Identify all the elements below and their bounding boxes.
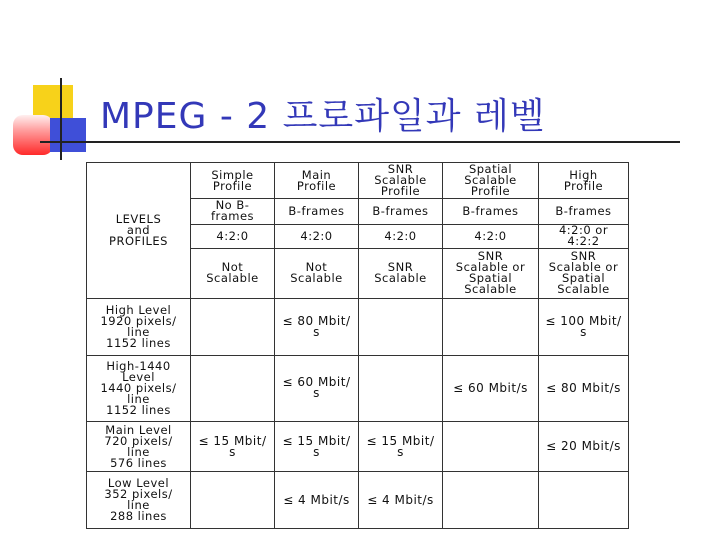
bitrate-cell-line: s xyxy=(397,444,404,459)
profile-name-cell xyxy=(275,163,359,199)
bitrate-cell xyxy=(539,422,629,472)
profile-name-cell xyxy=(539,163,629,199)
level-label xyxy=(87,355,191,422)
bitrate-cell xyxy=(539,355,629,422)
header-row-name xyxy=(87,163,629,199)
profile-name-cell-line: Scalable xyxy=(464,173,517,188)
bitrate-cell-line: ≤ 80 Mbit/s xyxy=(546,380,621,395)
profile-scalability-cell xyxy=(443,248,539,298)
profile-scalability-cell-line: Scalable or xyxy=(548,260,619,275)
profile-scalability-cell-line: Spatial xyxy=(561,271,606,286)
bitrate-cell xyxy=(191,299,275,355)
bitrate-cell-line: ≤ 15 Mbit/ xyxy=(198,433,267,448)
table-row xyxy=(87,299,629,355)
profile-scalability-cell-line: Scalable xyxy=(557,282,610,297)
bitrate-cell-line: s xyxy=(229,444,236,459)
bitrate-cell xyxy=(275,355,359,422)
profile-scalability-cell-line: SNR xyxy=(387,260,414,275)
bitrate-cell xyxy=(191,355,275,422)
profile-frames-cell xyxy=(443,199,539,224)
bitrate-cell xyxy=(443,355,539,422)
level-label xyxy=(87,472,191,529)
profile-chroma-cell xyxy=(539,224,629,248)
profile-name-cell-line: Profile xyxy=(212,178,253,193)
profile-scalability-cell xyxy=(275,248,359,298)
profile-frames-cell xyxy=(539,199,629,224)
bitrate-cell-line: s xyxy=(313,386,320,401)
profile-scalability-cell xyxy=(191,248,275,298)
profile-scalability-cell-line: Scalable xyxy=(206,271,259,286)
level-label-line: 1152 lines xyxy=(106,335,171,350)
profile-frames-cell xyxy=(191,199,275,224)
profile-name-cell-line: Spatial xyxy=(468,162,513,177)
level-label-line: 1152 lines xyxy=(106,402,171,417)
profile-scalability-cell-line: SNR xyxy=(477,249,504,264)
bitrate-cell-line: ≤ 20 Mbit/s xyxy=(546,439,621,454)
profile-name-cell xyxy=(191,163,275,199)
decor-vertical-line xyxy=(60,78,62,160)
bitrate-cell xyxy=(539,299,629,355)
profile-name-cell-line: Profile xyxy=(563,178,604,193)
table-row xyxy=(87,355,629,422)
bitrate-cell xyxy=(275,299,359,355)
bitrate-cell-line: ≤ 80 Mbit/ xyxy=(282,313,351,328)
profile-chroma-cell xyxy=(443,224,539,248)
level-label-line: 576 lines xyxy=(110,455,167,470)
level-label-line: Level xyxy=(122,369,155,384)
bitrate-cell-line: s xyxy=(580,324,587,339)
profile-scalability-cell-line: SNR xyxy=(570,249,597,264)
bitrate-cell xyxy=(275,422,359,472)
bitrate-cell xyxy=(275,472,359,529)
corner-label-line: and xyxy=(126,223,151,238)
bitrate-cell xyxy=(191,472,275,529)
profile-name-cell-line: Scalable xyxy=(374,173,427,188)
profile-chroma-cell-line: 4:2:0 xyxy=(474,228,507,243)
level-label-line: 1920 pixels/ xyxy=(100,313,177,328)
profile-scalability-cell-line: Scalable or xyxy=(455,260,526,275)
profile-chroma-cell-line: 4:2:2 xyxy=(567,234,600,249)
corner-label xyxy=(87,163,191,299)
profile-name-cell-line: High xyxy=(569,167,598,182)
bitrate-cell-line: ≤ 60 Mbit/s xyxy=(453,380,528,395)
bitrate-cell-line: ≤ 60 Mbit/ xyxy=(282,375,351,390)
table-row xyxy=(87,422,629,472)
profile-frames-cell-line: B-frames xyxy=(288,203,345,218)
profile-frames-cell-line: No B- xyxy=(215,198,250,213)
profile-name-cell-line: Simple xyxy=(211,167,254,182)
corner-label-line: LEVELS xyxy=(115,212,162,227)
decor-horizontal-line xyxy=(40,141,680,143)
level-label-line: Low Level xyxy=(107,476,170,491)
profile-name-cell-line: Profile xyxy=(296,178,337,193)
profile-name-cell-line: SNR xyxy=(387,162,414,177)
level-label xyxy=(87,422,191,472)
level-label-line: line xyxy=(127,391,150,406)
profile-scalability-cell-line: Not xyxy=(221,260,244,275)
profile-scalability-cell-line: Not xyxy=(305,260,328,275)
level-label xyxy=(87,299,191,355)
bitrate-cell xyxy=(539,472,629,529)
profile-chroma-cell xyxy=(275,224,359,248)
profile-scalability-cell-line: Scalable xyxy=(464,282,517,297)
level-label-line: 288 lines xyxy=(110,509,167,524)
bitrate-cell xyxy=(359,422,443,472)
profile-name-cell-line: Profile xyxy=(470,184,511,199)
profile-scalability-cell xyxy=(539,248,629,298)
bitrate-cell xyxy=(359,355,443,422)
bitrate-cell xyxy=(443,472,539,529)
level-label-line: 1440 pixels/ xyxy=(100,380,177,395)
profile-name-cell-line: Profile xyxy=(380,184,421,199)
profile-chroma-cell xyxy=(191,224,275,248)
table-row xyxy=(87,472,629,529)
profile-chroma-cell-line: 4:2:0 xyxy=(300,228,333,243)
level-label-line: line xyxy=(127,444,150,459)
profile-frames-cell-line: B-frames xyxy=(462,203,519,218)
profile-name-cell-line: Main xyxy=(301,167,332,182)
level-label-line: 352 pixels/ xyxy=(104,487,173,502)
level-label-line: High-1440 xyxy=(106,358,171,373)
profile-frames-cell xyxy=(275,199,359,224)
corner-label-line: PROFILES xyxy=(109,234,168,249)
bitrate-cell-line: ≤ 100 Mbit/ xyxy=(545,313,622,328)
bitrate-cell-line: s xyxy=(313,444,320,459)
bitrate-cell xyxy=(443,299,539,355)
level-label-line: line xyxy=(127,498,150,513)
profile-scalability-cell xyxy=(359,248,443,298)
slide-title: MPEG - 2 프로파일과 레벨 xyxy=(100,96,546,137)
level-label-line: line xyxy=(127,324,150,339)
bitrate-cell-line: ≤ 15 Mbit/ xyxy=(282,433,351,448)
bitrate-cell xyxy=(191,422,275,472)
level-label-line: Main Level xyxy=(105,422,172,437)
profile-scalability-cell-line: Scalable xyxy=(374,271,427,286)
profile-scalability-cell-line: Scalable xyxy=(290,271,343,286)
profile-name-cell xyxy=(443,163,539,199)
bitrate-cell xyxy=(359,472,443,529)
bitrate-cell xyxy=(443,422,539,472)
profile-chroma-cell-line: 4:2:0 or xyxy=(558,223,609,238)
bitrate-cell-line: ≤ 15 Mbit/ xyxy=(366,433,435,448)
profile-frames-cell-line: frames xyxy=(210,209,255,224)
bitrate-cell-line: ≤ 4 Mbit/s xyxy=(367,492,434,507)
profile-scalability-cell-line: Spatial xyxy=(468,271,513,286)
profile-chroma-cell-line: 4:2:0 xyxy=(216,228,249,243)
bitrate-cell-line: s xyxy=(313,324,320,339)
profile-frames-cell xyxy=(359,199,443,224)
mpeg2-profile-level-table xyxy=(86,162,628,529)
profile-chroma-cell-line: 4:2:0 xyxy=(384,228,417,243)
bitrate-cell-line: ≤ 4 Mbit/s xyxy=(283,492,350,507)
profile-chroma-cell xyxy=(359,224,443,248)
profile-frames-cell-line: B-frames xyxy=(372,203,429,218)
level-label-line: High Level xyxy=(105,302,172,317)
decor-blue-square xyxy=(50,118,86,152)
level-label-line: 720 pixels/ xyxy=(104,433,173,448)
profile-name-cell xyxy=(359,163,443,199)
profile-frames-cell-line: B-frames xyxy=(555,203,612,218)
decor-red-square xyxy=(13,115,53,155)
bitrate-cell xyxy=(359,299,443,355)
